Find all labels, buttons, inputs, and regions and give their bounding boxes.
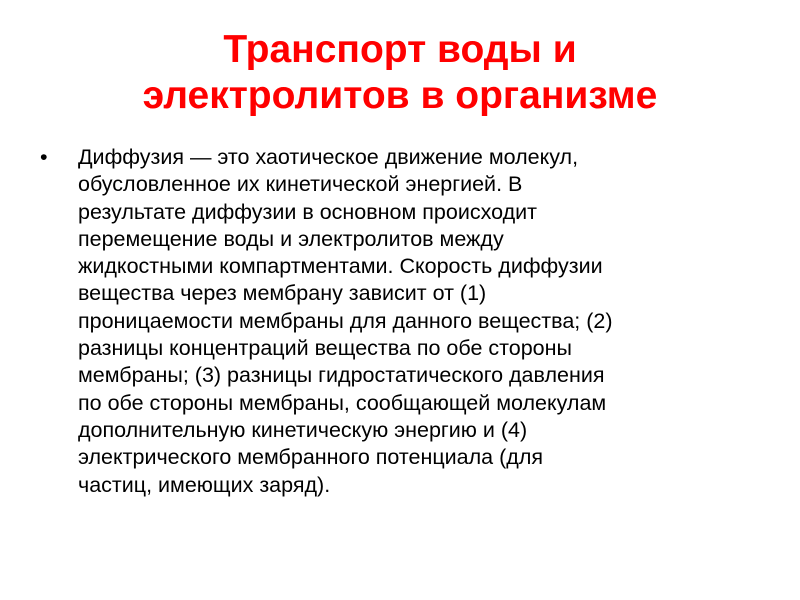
- paragraph-line-10: по обе стороны мембраны, сообщающей молекулам: [78, 390, 607, 415]
- bullet-item: [40, 144, 760, 499]
- paragraph-line-6: вещества через мембрану зависит от (1): [78, 281, 487, 306]
- paragraph-line-4: перемещение воды и электролитов между: [78, 226, 504, 251]
- paragraph-line-1: Диффузия — это хаотическое движение молекул,: [78, 145, 579, 169]
- paragraph-line-7: проницаемости мембраны для данного вещества; (2): [78, 308, 613, 333]
- paragraph-line-5: жидкостными компартментами. Скорость диффузии: [78, 254, 603, 279]
- paragraph-line-8: разницы концентраций вещества по обе стороны: [78, 336, 572, 361]
- paragraph-line-11: дополнительную кинетическую энергию и (4): [78, 417, 528, 442]
- paragraph-line-3: результате диффузии в основном происходит: [78, 199, 537, 224]
- slide-title: [60, 27, 740, 119]
- paragraph-line-9: мембраны; (3) разницы гидростатического давления: [78, 363, 605, 388]
- slide-title-line-2: электролитов в организме: [142, 74, 658, 117]
- bullet-icon: •: [40, 145, 48, 169]
- paragraph-line-13: частиц, имеющих заряд).: [78, 472, 331, 497]
- paragraph-line-12: электрического мембранного потенциала (для: [78, 445, 544, 470]
- bullet-paragraph: [78, 144, 760, 499]
- slide-title-line-1: Транспорт воды и: [223, 28, 577, 71]
- bullet-list: [40, 144, 760, 499]
- paragraph-line-2: обусловленное их кинетической энергией. В: [78, 172, 523, 197]
